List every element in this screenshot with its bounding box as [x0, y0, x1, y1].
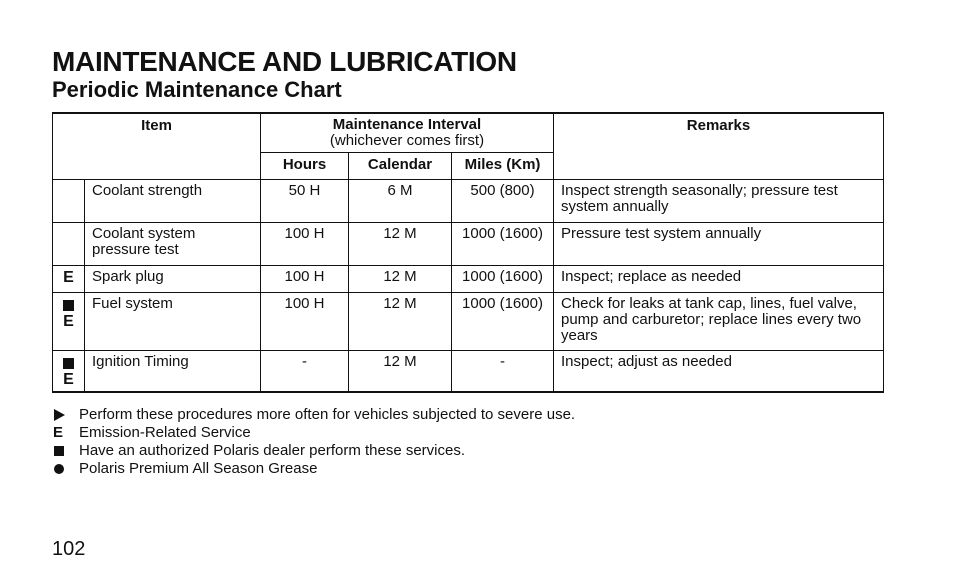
row-hours: -: [261, 351, 349, 392]
legend-text: Have an authorized Polaris dealer perform these services.: [79, 442, 466, 459]
dealer-service-square-icon: [63, 300, 74, 311]
legend-item: [52, 424, 575, 442]
row-symbol: [53, 223, 85, 266]
emission-marker: E: [63, 371, 74, 388]
emission-marker: E: [53, 424, 64, 441]
dealer-service-square-icon: [63, 358, 74, 369]
legend-item: [52, 460, 575, 478]
row-symbol: [53, 293, 85, 351]
row-symbol: [53, 180, 85, 223]
row-miles: 500 (800): [452, 180, 554, 223]
circle-icon: [54, 464, 64, 474]
header-interval-sublabel: (whichever comes first): [329, 132, 485, 149]
table-row: [53, 351, 884, 392]
maintenance-chart-table: [52, 112, 884, 393]
page-number: 102: [52, 538, 86, 560]
table-row: [53, 223, 884, 266]
header-maintenance-interval: [261, 113, 554, 153]
page-subtitle: Periodic Maintenance Chart: [52, 77, 342, 102]
row-remarks: Inspect; adjust as needed: [554, 351, 884, 392]
row-item: Coolant system pressure test: [85, 223, 261, 266]
row-hours: 100 H: [261, 266, 349, 293]
row-item: Spark plug: [85, 266, 261, 293]
legend-text: Perform these procedures more often for vehicles subjected to severe use.: [79, 406, 576, 423]
legend: [52, 406, 575, 478]
row-hours: 50 H: [261, 180, 349, 223]
row-item: Fuel system: [85, 293, 261, 351]
row-calendar: 12 M: [349, 223, 452, 266]
row-item: Ignition Timing: [85, 351, 261, 392]
header-interval-label: Maintenance Interval: [332, 116, 482, 133]
row-miles: 1000 (1600): [452, 266, 554, 293]
page-title: MAINTENANCE AND LUBRICATION: [52, 46, 517, 77]
row-calendar: 6 M: [349, 180, 452, 223]
header-item: Item: [53, 113, 261, 180]
legend-text: Emission-Related Service: [79, 424, 251, 441]
header-miles: Miles (Km): [452, 153, 554, 180]
row-item: Coolant strength: [85, 180, 261, 223]
row-symbol: [53, 351, 85, 392]
row-miles: 1000 (1600): [452, 223, 554, 266]
header-hours: Hours: [261, 153, 349, 180]
row-remarks: Inspect strength seasonally; pressure test system annually: [554, 180, 884, 223]
emission-marker: E: [63, 269, 74, 286]
row-remarks: Pressure test system annually: [554, 223, 884, 266]
legend-text: Polaris Premium All Season Grease: [79, 460, 318, 477]
row-calendar: 12 M: [349, 351, 452, 392]
emission-marker: E: [63, 313, 74, 330]
legend-item: [52, 406, 575, 424]
header-calendar: Calendar: [349, 153, 452, 180]
triangle-right-icon: [54, 409, 65, 421]
row-miles: -: [452, 351, 554, 392]
row-calendar: 12 M: [349, 266, 452, 293]
row-remarks: Inspect; replace as needed: [554, 266, 884, 293]
square-icon: [54, 446, 64, 456]
row-symbol: [53, 266, 85, 293]
table-row: [53, 266, 884, 293]
table-header-row: [53, 113, 884, 153]
row-calendar: 12 M: [349, 293, 452, 351]
legend-item: [52, 442, 575, 460]
row-hours: 100 H: [261, 293, 349, 351]
table-row: [53, 180, 884, 223]
row-remarks: Check for leaks at tank cap, lines, fuel valve, pump and carburetor; replace lines every two years: [554, 293, 884, 351]
row-miles: 1000 (1600): [452, 293, 554, 351]
table-row: [53, 293, 884, 351]
header-remarks: Remarks: [554, 113, 884, 180]
row-hours: 100 H: [261, 223, 349, 266]
